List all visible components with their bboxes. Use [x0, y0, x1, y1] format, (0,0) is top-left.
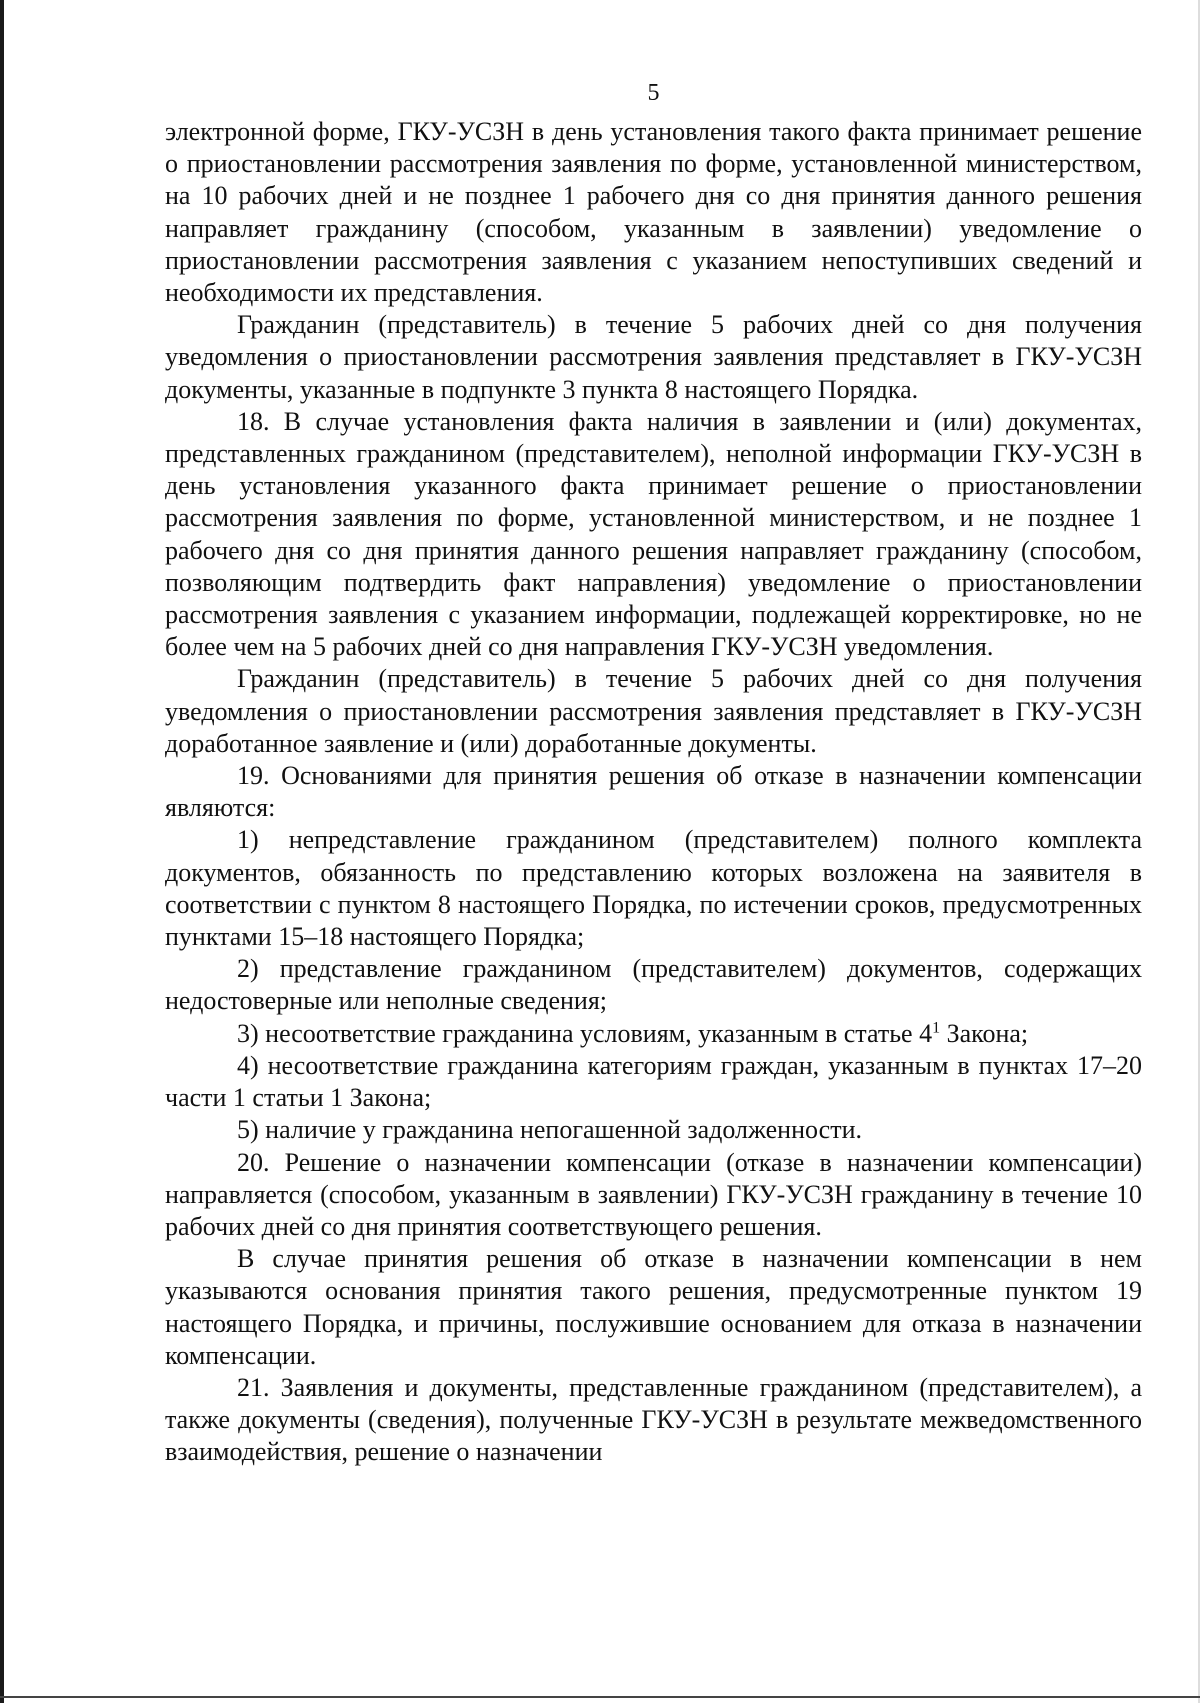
- paragraph-19-item-3: [165, 1018, 1142, 1050]
- paragraph-19-item-1: 1) непредставление гражданином (представителем) полного комплекта документов, обязанность по представлению которых возложена на заявителя в соответствии с пунктом 8 настоящего Порядка, по истечении сроков, предусмотренных пунктами 15–18 настоящего Порядка;: [165, 825, 1142, 952]
- article-superscript: 1: [932, 1019, 941, 1037]
- item-3-text-end: Закона;: [940, 1018, 1029, 1048]
- paragraph-19-item-5: 5) наличие у гражданина непогашенной задолженности.: [237, 1115, 862, 1145]
- paragraph-17-citizen-response: Гражданин (представитель) в течение 5 рабочих дней со дня получения уведомления о приостановлении рассмотрения заявления представляет в ГКУ-УСЗН документы, указанные в подпункте 3 пункта 8 настоящего Порядка.: [165, 310, 1142, 404]
- paragraph-20: 20. Решение о назначении компенсации (отказе в назначении компенсации) направляется (способом, указанным в заявлении) ГКУ-УСЗН гражданину в течение 10 рабочих дней со дня принятия соответствующего решения.: [165, 1147, 1142, 1241]
- paragraph-19-item-4: 4) несоответствие гражданина категориям граждан, указанным в пунктах 17–20 части 1 статьи 1 Закона;: [165, 1050, 1142, 1113]
- paragraph-19-item-2: 2) представление гражданином (представителем) документов, содержащих недостоверные или неполные сведения;: [165, 954, 1142, 1016]
- paragraph-continuation: электронной форме, ГКУ-УСЗН в день установления такого факта принимает решение о приостановлении рассмотрения заявления по форме, установленной министерством, на 10 рабочих дней и не позднее 1 рабочего дня со дня принятия данного решения направляет гражданину (способом, указанным в заявлении) уведомление о приостановлении рассмотрения заявления с указанием непоступивших сведений и необходимости их представления.: [165, 117, 1142, 308]
- paragraph-19: 19. Основаниями для принятия решения об отказе в назначении компенсации являются:: [165, 761, 1142, 823]
- paragraph-20-refusal: В случае принятия решения об отказе в назначении компенсации в нем указываются основания принятия такого решения, предусмотренные пунктом 19 настоящего Порядка, и причины, послужившие основанием для отказа в назначении компенсации.: [165, 1244, 1142, 1370]
- paragraph-18: 18. В случае установления факта наличия в заявлении и (или) документах, представленных гражданином (представителем), неполной информации ГКУ-УСЗН в день установления указанного факта принимает решение о приостановлении рассмотрения заявления по форме, установленной министерством, и не позднее 1 рабочего дня со дня принятия данного решения направляет гражданину (способом, позволяющим подтвердить факт направления) уведомление о приостановлении рассмотрения заявления с указанием информации, подлежащей корректировке, но не более чем на 5 рабочих дней со дня направления ГКУ-УСЗН уведомления.: [165, 406, 1142, 662]
- paragraph-21: 21. Заявления и документы, представленные гражданином (представителем), а также документы (сведения), полученные ГКУ-УСЗН в результате межведомственного взаимодействия, решение о назначении: [165, 1372, 1142, 1467]
- paragraph-18-citizen-response: Гражданин (представитель) в течение 5 рабочих дней со дня получения уведомления о приостановлении рассмотрения заявления представляет в ГКУ-УСЗН доработанное заявление и (или) доработанные документы.: [165, 664, 1142, 758]
- document-page: [165, 80, 1142, 1469]
- page-number: 5: [647, 80, 660, 106]
- scan-edge-bottom: [0, 1696, 1200, 1698]
- item-3-text: 3) несоответствие гражданина условиям, указанным в статье 4: [237, 1018, 933, 1048]
- scan-edge-left: [0, 0, 4, 1703]
